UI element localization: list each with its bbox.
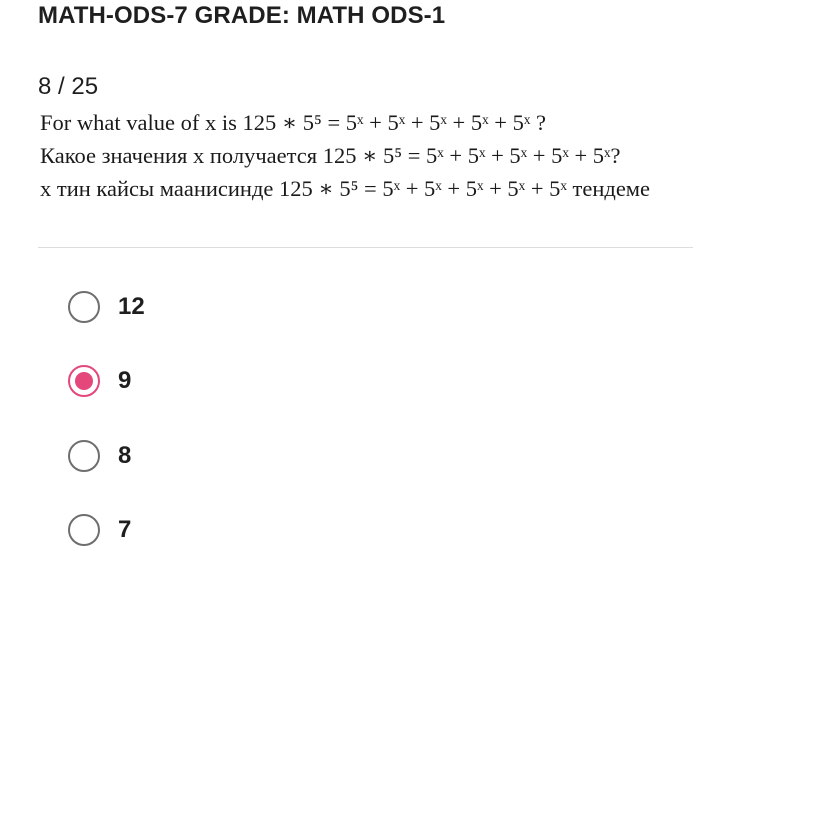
answer-option-2[interactable]	[68, 437, 468, 475]
question-line-english: For what value of x is 125 ∗ 5⁵ = 5ˣ + 5ˣ + 5ˣ + 5ˣ + 5ˣ ?	[40, 110, 546, 135]
radio-button[interactable]	[68, 514, 100, 546]
answer-option-label: 9	[118, 367, 132, 394]
radio-button[interactable]	[68, 440, 100, 472]
answer-option-1[interactable]	[68, 362, 468, 400]
divider	[38, 247, 693, 248]
answer-option-label: 7	[118, 516, 132, 543]
radio-button[interactable]	[68, 291, 100, 323]
question-image	[40, 108, 828, 208]
answer-option-0[interactable]	[68, 288, 468, 326]
radio-button-selected[interactable]	[68, 365, 100, 397]
question-line-russian: Какое значения x получается 125 ∗ 5⁵ = 5ˣ + 5ˣ + 5ˣ + 5ˣ + 5ˣ?	[40, 143, 621, 168]
quiz-title: MATH-ODS-7 GRADE: MATH ODS-1	[38, 2, 446, 29]
answer-option-3[interactable]	[68, 511, 468, 549]
answer-option-label: 12	[118, 293, 145, 320]
answer-option-label: 8	[118, 442, 132, 469]
question-progress: 8 / 25	[38, 73, 99, 100]
question-line-kyrgyz: x тин кайсы маанисинде 125 ∗ 5⁵ = 5ˣ + 5ˣ + 5ˣ + 5ˣ + 5ˣ тендеме	[40, 176, 651, 201]
